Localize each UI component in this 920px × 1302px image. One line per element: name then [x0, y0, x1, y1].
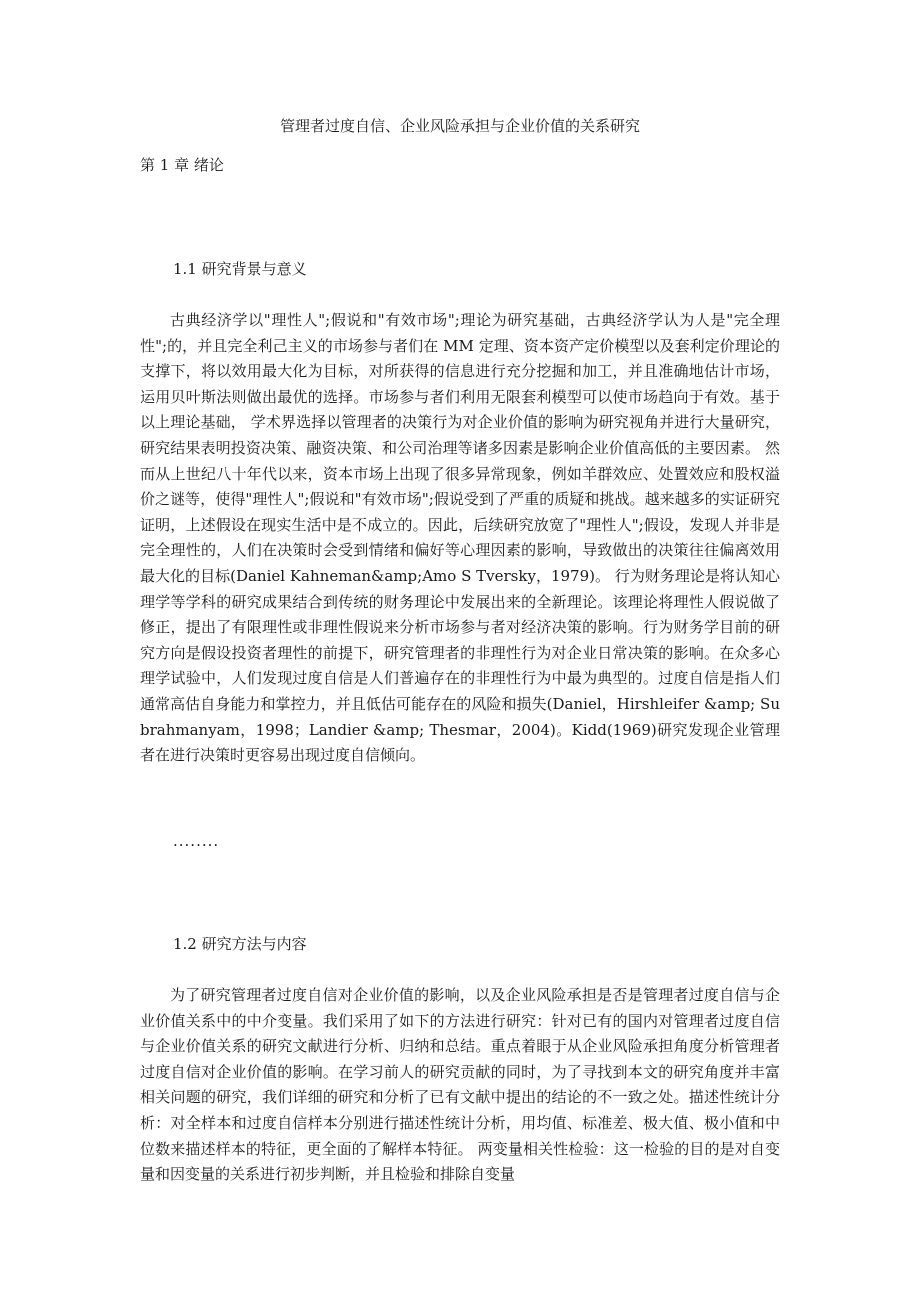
chapter-heading: 第 1 章 绪论 [140, 156, 224, 174]
section-heading-1-2: 1.2 研究方法与内容 [173, 935, 307, 953]
section-1-1-paragraph: 古典经济学以"理性人";假说和"有效市场";理论为研究基础，古典经济学认为人是"完全理性";的，并且完全利己主义的市场参与者们在 MM 定理、资本资产定价模型以及套利定价理论的支撑下，将以效用最大化为目标，对所获得的信息进行充分挖掘和加工，并且准确地估计市场，运用贝叶斯法则做出最优的选择。市场参与者们利用无限套利模型可以使市场趋向于有效。基于以上理论基础， 学术界选择以管理者的决策行为对企业价值的影响为研究视角并进行大量研究，研究结果表明投资决策、融资决策、和公司治理等诸多因素是影响企业价值高低的主要因素。 然而从上世纪八十年代以来，资本市场上出现了很多异常现象，例如羊群效应、处置效应和股权溢价之谜等，使得"理性人";假说和"有效市场";假说受到了严重的质疑和挑战。越来越多的实证研究证明，上述假设在现实生活中是不成立的。因此，后续研究放宽了"理性人";假设，发现人并非是完全理性的，人们在决策时会受到情绪和偏好等心理因素的影响，导致做出的决策往往偏离效用最大化的目标(Daniel Kahneman&amp;Amo S Tversky，1979)。 行为财务理论是将认知心理学等学科的研究成果结合到传统的财务理论中发展出来的全新理论。该理论将理性人假说做了修正，提出了有限理性或非理性假说来分析市场参与者对经济决策的影响。行为财务学目前的研究方向是假设投资者理性的前提下，研究管理者的非理性行为对企业日常决策的影响。在众多心理学试验中，人们发现过度自信是人们普遍存在的非理性行为中最为典型的。过度自信是指人们通常高估自身能力和掌控力，并且低估可能存在的风险和损失(Daniel，Hirshleifer &amp; Subrahmanyam，1998；Landier &amp; Thesmar，2004)。Kidd(1969)研究发现企业管理者在进行决策时更容易出现过度自信倾向。 [140, 311, 780, 765]
document-title: 管理者过度自信、企业风险承担与企业价值的关系研究 [279, 117, 640, 135]
omitted-content-ellipsis: ........ [173, 832, 220, 850]
section-1-2-paragraph: 为了研究管理者过度自信对企业价值的影响，以及企业风险承担是否是管理者过度自信与企业价值关系中的中介变量。我们采用了如下的方法进行研究：针对已有的国内对管理者过度自信与企业价值关系的研究文献进行分析、归纳和总结。重点着眼于从企业风险承担角度分析管理者过度自信对企业价值的影响。在学习前人的研究贡献的同时，为了寻找到本文的研究角度并丰富相关问题的研究，我们详细的研究和分析了已有文献中提出的结论的不一致之处。描述性统计分析：对全样本和过度自信样本分别进行描述性统计分析，用均值、标准差、极大值、极小值和中位数来描述样本的特征，更全面的了解样本特征。 两变量相关性检验：这一检验的目的是对自变量和因变量的关系进行初步判断，并且检验和排除自变量 [140, 986, 780, 1184]
section-heading-1-1: 1.1 研究背景与意义 [173, 260, 307, 278]
